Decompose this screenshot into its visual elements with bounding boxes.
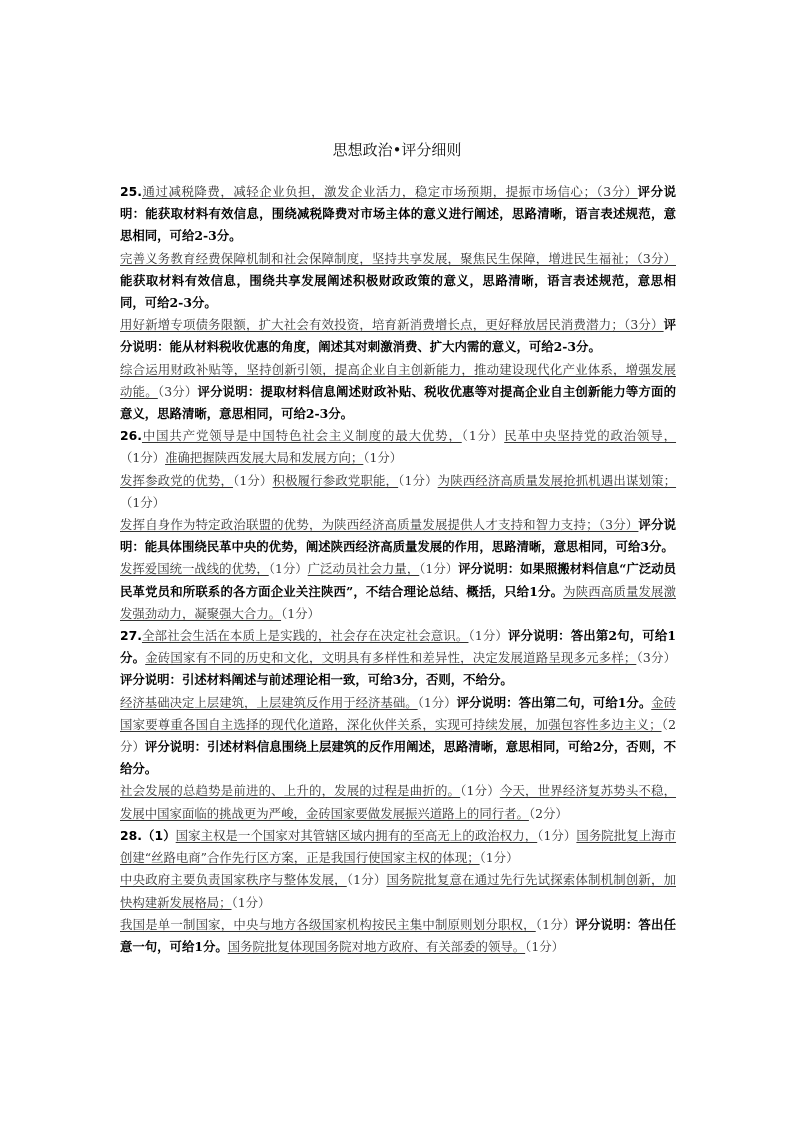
- score: （1分）: [346, 872, 387, 888]
- score: （1分）: [120, 494, 166, 510]
- answer-text: 民革中央坚持党的政治领导，: [504, 428, 677, 444]
- answer-text: 准确把握陕西发展大局和发展方向；: [165, 450, 364, 466]
- answer-text: 国务院批复上海市创建“丝路电商”合作先行区方案，正是我国行使国家主权的体现；: [120, 827, 677, 866]
- question-27: [120, 625, 676, 825]
- score: （1分）: [398, 472, 438, 488]
- answer-text: 综合运用财政补贴等，坚持创新引领，提高企业自主创新能力，推动建设现代化产业体系，增强发展动能。: [120, 361, 676, 399]
- answer-text: 中国共产党领导是中国特色社会主义制度的最大优势，: [141, 428, 462, 444]
- answer-text: 发挥参政党的优势，: [120, 472, 234, 488]
- page-title: 思想政治•评分细则: [332, 141, 462, 159]
- score: （1分）: [537, 827, 577, 843]
- q25-item-1: [120, 181, 676, 248]
- question-number: 25.: [120, 184, 142, 199]
- score: （1分）: [268, 561, 308, 577]
- q27-item-3: [120, 780, 676, 824]
- answer-text: 国务院批复体现国务院对地方政府、有关部委的领导。: [227, 938, 526, 954]
- q26-item-2: [120, 470, 676, 514]
- scoring-note: 评分说明：提取材料信息阐述财政补贴、税收优惠等对提高企业自主创新能力等方面的意义，思路清晰，意思相同，可给2-3分。: [120, 383, 677, 422]
- scoring-note: 评分说明：答出任意一句，可给1分。: [120, 916, 676, 954]
- answer-text: 发挥自身作为特定政治联盟的优势，为陕西经济高质量发展提供人才支持和智力支持；（3分）: [120, 517, 639, 533]
- score: （1分）: [535, 916, 576, 932]
- question-28: [120, 825, 676, 958]
- score: （1分）: [233, 472, 273, 488]
- answer-text: 广泛动员社会力量，: [307, 561, 420, 577]
- scoring-note: 评分说明：答出第二句，可给1分。: [456, 694, 652, 710]
- score: （1分）: [417, 694, 457, 710]
- score: （1分）: [525, 938, 564, 954]
- q26-item-4: [120, 558, 676, 625]
- q28-item-3: [120, 914, 676, 958]
- question-26: [120, 425, 676, 625]
- answer-text: 积极履行参政党职能，: [272, 472, 399, 488]
- answer-text: 为陕西高质量发展激发强劲动力，凝聚强大合力。: [120, 583, 677, 621]
- q28-item-2: [120, 869, 676, 913]
- score: （1分）: [479, 850, 519, 866]
- answer-text: 今天，世界经济复苏势头不稳，发展中国家面临的挑战更为严峻，金砖国家要做发展振兴道路上的同行者。: [120, 783, 677, 821]
- q25-item-4: [120, 359, 676, 426]
- q26-item-3: [120, 514, 676, 558]
- score: （2分）: [528, 805, 568, 821]
- q25-item-3: [120, 314, 676, 358]
- answer-text: 完善义务教育经费保障机制和社会保障制度，坚持共享发展，聚焦民生保障，增进民生福祉；（3分）: [120, 250, 676, 266]
- answer-text: 经济基础决定上层建筑，上层建筑反作用于经济基础。: [120, 694, 418, 710]
- question-number: 26.: [120, 428, 142, 444]
- answer-text: 发挥爱国统一战线的优势，: [120, 561, 269, 577]
- scoring-note: 评分说明：引述材料信息围绕上层建筑的反作用阐述，思路清晰，意思相同，可给2分，否则，不给分。: [120, 739, 677, 777]
- question-25: [120, 181, 676, 425]
- score: （1分）: [460, 783, 500, 799]
- score: （1分）: [468, 628, 508, 644]
- q27-item-2: [120, 692, 676, 781]
- answer-text: 国务院批复意在通过先行先试探索体制机制创新，加快构建新发展格局；: [120, 872, 676, 910]
- score: （1分）: [419, 561, 459, 577]
- answer-text: 金砖国家要尊重各国自主选择的现代化道路，深化伙伴关系，实现可持续发展，加强包容性多边主义；: [120, 694, 677, 732]
- score: （1分）: [281, 605, 320, 621]
- score: （3分）: [157, 383, 198, 399]
- answer-text: 为陕西经济高质量发展抢抓机遇出谋划策；: [437, 472, 677, 488]
- sub-question-label: （1）: [141, 827, 176, 843]
- answer-text: 我国是单一制国家，中央与地方各级国家机构按民主集中制原则划分职权，: [120, 916, 536, 932]
- q28-item-1: [120, 825, 676, 869]
- score: （3分）: [636, 650, 677, 666]
- score: （2分）: [120, 716, 677, 755]
- answer-text: 金砖国家有不同的历史和文化，文明具有多样性和差异性，决定发展道路呈现多元多样；: [145, 650, 637, 666]
- answer-text: 中央政府主要负责国家秩序与整体发展，: [120, 872, 347, 888]
- score: （1分）: [231, 894, 271, 910]
- q27-item-1: [120, 625, 676, 692]
- scoring-note: 评分说明：能具体围绕民革中央的优势，阐述陕西经济高质量发展的作用，思路清晰，意思相同，可给3分。: [120, 517, 677, 555]
- score: （1分）: [363, 450, 403, 466]
- question-number: 27.: [120, 628, 142, 644]
- q25-item-2: [120, 248, 676, 315]
- answer-text: 通过减税降费，减轻企业负担，激发企业活力，稳定市场预期，提振市场信心；（3分）: [141, 184, 638, 199]
- answer-text: 全部社会生活在本质上是实践的，社会存在决定社会意识。: [141, 628, 469, 644]
- scoring-note: 评分说明：如果照搬材料信息“广泛动员民革党员和所联系的各方面企业关注陕西”，不结合理论总结、概括，只给1分。: [120, 561, 677, 599]
- q26-item-1: [120, 425, 676, 469]
- scoring-note: 评分说明：能获取材料有效信息，围绕减税降费对市场主体的意义进行阐述，思路清晰，语言表述规范，意思相同，可给2-3分。: [120, 184, 677, 244]
- question-number: 28.: [120, 827, 142, 843]
- score: （1分）: [120, 450, 166, 466]
- scoring-note: 能获取材料有效信息，围绕共享发展阐述积极财政政策的意义，思路清晰，语言表述规范，意思相同，可给2-3分。: [120, 272, 676, 311]
- score: （1分）: [461, 428, 505, 444]
- scoring-note: 评分说明：答出第2句，可给1分。: [120, 628, 676, 666]
- grading-rules-body: [120, 181, 676, 958]
- answer-text: 用好新增专项债务限额，扩大社会有效投资，培育新消费增长点，更好释放居民消费潜力；（3分）: [120, 317, 664, 333]
- scoring-note: 评分说明：能从材料税收优惠的角度，阐述其对刺激消费、扩大内需的意义，可给2-3分。: [120, 317, 676, 355]
- answer-text: 社会发展的总趋势是前进的、上升的，发展的过程是曲折的。: [120, 783, 461, 799]
- answer-text: 国家主权是一个国家对其管辖区域内拥有的至高无上的政治权力，: [175, 827, 538, 843]
- scoring-note: 评分说明：引述材料阐述与前述理论相一致，可给3分，否则，不给分。: [120, 672, 513, 688]
